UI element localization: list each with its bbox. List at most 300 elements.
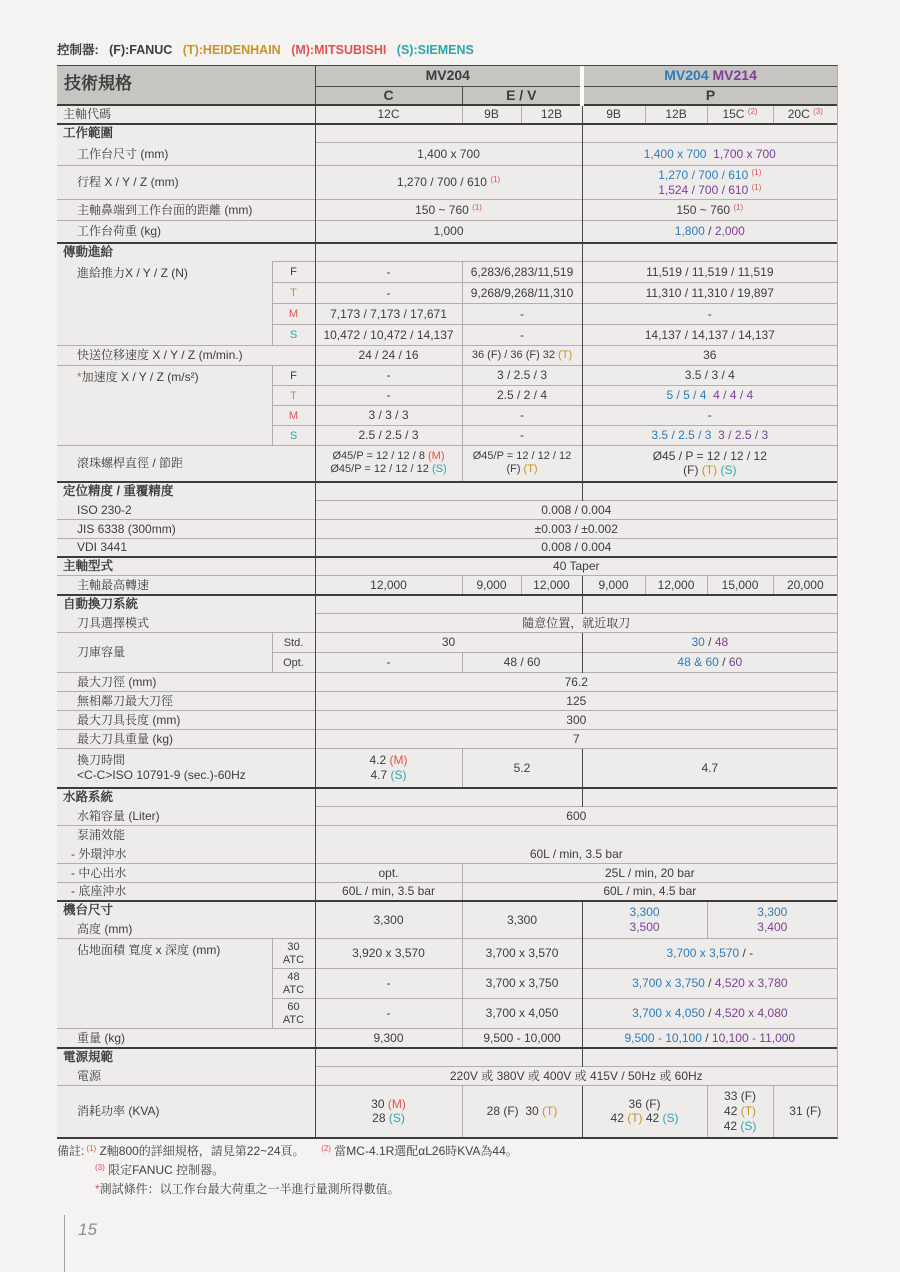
text-segment: / [701, 1030, 712, 1045]
spec-value-cell [462, 262, 582, 283]
section-label-cell [57, 124, 315, 143]
page-number: 15 [78, 1220, 97, 1239]
footnote-marker: (1) [86, 1144, 97, 1153]
text-segment: 25L / min, 20 bar [604, 865, 695, 880]
cell-line [77, 675, 312, 690]
cell-line [77, 175, 312, 190]
text-segment: - 外環沖水 [71, 846, 127, 861]
spec-label-cell [57, 166, 315, 200]
cell-line [77, 828, 312, 843]
cell-line [586, 1031, 835, 1046]
spec-value-cell [462, 939, 582, 969]
text-segment: 1,400 x 700 [417, 146, 480, 161]
cell-line [319, 847, 835, 862]
text-segment: 150 ~ 760 [415, 202, 473, 217]
controller-legend [57, 40, 488, 58]
text-segment: MV204 [425, 67, 470, 84]
spec-value-cell [315, 105, 462, 124]
text-segment: ATC [282, 983, 305, 996]
spec-table-wrap [57, 65, 838, 1139]
spec-value-cell [315, 1067, 837, 1086]
cell-line [466, 408, 579, 423]
text-segment: 48 [287, 971, 300, 984]
text-segment: 3,300 [629, 905, 660, 920]
text-segment: 3.5 / 2.5 / 3 [651, 428, 712, 443]
spec-label-cell [57, 262, 272, 346]
text-segment: 28 (F) 30 [486, 1104, 543, 1119]
spec-value-cell [315, 883, 462, 901]
cell-line [466, 463, 579, 476]
text-segment: 9,500 - 10,000 [483, 1030, 561, 1045]
spec-value-cell [315, 283, 462, 304]
text-segment: 12,000 [533, 577, 570, 592]
text-segment: - [520, 306, 525, 321]
spec-label-cell [57, 749, 315, 788]
spec-value-cell [582, 788, 837, 807]
text-segment: 15C [722, 106, 748, 121]
spec-value-cell [315, 969, 462, 999]
cell-line [466, 1006, 579, 1021]
cell-line [586, 1006, 835, 1021]
cell-line [586, 905, 704, 920]
cell-line [274, 287, 314, 299]
text-segment: <C-C>ISO 10791-9 (sec.)-60Hz [77, 767, 246, 782]
spec-label-cell [57, 221, 315, 243]
cell-line [466, 307, 579, 322]
text-segment: 600 [566, 808, 587, 823]
cell-line [586, 107, 642, 122]
text-segment: 消耗功率 (KVA) [77, 1104, 160, 1119]
spec-value-cell [315, 304, 462, 325]
text-segment: 行程 X / Y / Z (mm) [77, 175, 179, 190]
cell-line [274, 971, 314, 983]
cell-line [586, 388, 835, 403]
text-segment: M [288, 409, 299, 422]
text-segment: / [704, 976, 715, 991]
spec-row [57, 166, 837, 200]
cell-line [466, 328, 579, 343]
cell-line [71, 866, 312, 881]
text-segment: 2.5 / 2 / 4 [496, 388, 548, 403]
cell-line [586, 655, 835, 670]
spec-value-cell [315, 826, 837, 845]
footnotes-label: 備註: [57, 1144, 85, 1158]
spec-value-cell [462, 864, 837, 883]
text-segment: Opt. [283, 656, 304, 669]
spec-value-cell [315, 520, 837, 539]
text-segment: - [520, 428, 525, 443]
spec-value-cell [315, 845, 837, 864]
spec-value-cell [462, 386, 582, 406]
cell-line [466, 884, 835, 899]
cell-line [319, 1069, 835, 1084]
text-segment: 9B [606, 106, 621, 121]
spec-value-cell [582, 200, 837, 221]
cell-line [274, 266, 314, 278]
spec-value-cell [462, 446, 582, 482]
cell-line [586, 428, 835, 443]
text-segment: 水路系統 [63, 789, 114, 804]
spec-row [57, 482, 837, 501]
spec-row [57, 883, 837, 901]
cell-line [64, 74, 312, 95]
spec-value-cell [582, 325, 837, 346]
cell-line [274, 329, 314, 341]
spec-label-cell [57, 939, 272, 1029]
cell-line [586, 1097, 704, 1112]
text-segment: Ø45/P = 12 / 12 / 8 [332, 449, 428, 462]
cell-line [274, 941, 314, 953]
text-segment: 加速度 X / Y / Z (m/s²) [81, 370, 199, 385]
text-segment: - [386, 285, 391, 300]
spec-value-cell [315, 749, 462, 788]
spec-label-cell [57, 200, 315, 221]
cell-line [586, 286, 835, 301]
text-segment: / [704, 224, 715, 239]
spec-value-cell [315, 346, 462, 366]
sub-label-cell [272, 633, 315, 653]
text-segment: S [289, 329, 298, 342]
spec-value-cell [462, 283, 582, 304]
spec-value-cell [707, 1086, 773, 1137]
spec-value-cell [315, 366, 462, 386]
text-segment: 1,270 / 700 / 610 [658, 167, 752, 182]
cell-line [77, 943, 269, 958]
text-segment: (S) [740, 1118, 757, 1133]
text-segment: 76.2 [564, 674, 588, 689]
spec-value-cell [462, 346, 582, 366]
text-segment: 12,000 [370, 577, 407, 592]
cell-line [711, 1119, 770, 1134]
sub-label-cell [272, 325, 315, 346]
section-label-cell [57, 482, 315, 501]
text-segment: MV204 [664, 67, 709, 84]
text-segment: 9,300 [373, 1030, 404, 1045]
text-segment: T [290, 389, 297, 402]
cell-line [319, 540, 835, 555]
cell-line [319, 307, 459, 322]
cell-line [777, 578, 835, 593]
cell-line [466, 87, 578, 104]
cell-line [319, 1111, 459, 1126]
spec-value-cell [582, 124, 837, 143]
controller-list [106, 43, 481, 57]
spec-value-cell [707, 105, 773, 124]
section-label-cell [57, 1048, 315, 1067]
cell-line [319, 388, 459, 403]
text-segment: 自動換刀系統 [63, 596, 139, 611]
text-segment: ATC [282, 953, 305, 966]
text-segment: 12,000 [657, 577, 695, 592]
cell-line [466, 1104, 579, 1119]
cell-line [274, 984, 314, 996]
text-segment: 3 / 2.5 / 3 [496, 368, 548, 383]
cell-line [319, 675, 835, 690]
spec-row [57, 749, 837, 788]
text-segment: - [386, 1006, 391, 1021]
cell-line [466, 866, 835, 881]
cell-line [711, 107, 770, 122]
text-segment: 隨意位置，就近取刀 [522, 615, 631, 630]
text-segment: - [386, 388, 391, 403]
text-segment: 20,000 [786, 577, 824, 592]
text-segment: C [383, 86, 394, 103]
cell-line [77, 540, 312, 555]
text-segment: 11,519 / 11,519 / 11,519 [646, 264, 774, 279]
cell-line [319, 107, 459, 122]
cell-line [77, 147, 312, 162]
spec-row [57, 788, 837, 807]
spec-value-cell [582, 283, 837, 304]
text-segment: 48 & 60 [677, 655, 719, 670]
cell-line [77, 1031, 312, 1046]
spec-label-cell [57, 730, 315, 749]
cell-line [319, 713, 835, 728]
text-segment: 40 Taper [553, 559, 600, 574]
cell-line [77, 645, 269, 660]
header-cell [582, 66, 837, 86]
text-segment: 無相鄰刀最大刀徑 [77, 693, 174, 708]
text-segment: 42 [642, 1111, 663, 1126]
spec-value-cell [315, 501, 837, 520]
text-segment: 9,000 [598, 577, 629, 592]
spec-value-cell [582, 386, 837, 406]
spec-label-cell [57, 673, 315, 692]
cell-line [77, 348, 312, 363]
text-segment: 7,173 / 7,173 / 17,671 [330, 306, 447, 321]
text-segment: 36 (F) / 36 (F) 32 [471, 348, 559, 361]
cell-line [63, 126, 312, 141]
cell-line [63, 484, 312, 499]
text-segment: - [520, 408, 525, 423]
header-cell [462, 86, 582, 105]
text-segment: ±0.003 / ±0.002 [534, 521, 618, 536]
cell-line [586, 265, 835, 280]
text-segment: * [95, 1182, 100, 1197]
text-segment: 當MC-4.1R選配αL26時KVA為44。 [330, 1144, 518, 1158]
section-label-cell [57, 557, 315, 576]
cell-line [586, 348, 835, 363]
cell-line [586, 408, 835, 423]
cell-line [586, 203, 835, 218]
text-segment: 300 [566, 712, 587, 727]
spec-row [57, 366, 837, 386]
text-segment: 12B [540, 106, 563, 121]
spec-value-cell [582, 1029, 837, 1048]
spec-row [57, 1048, 837, 1067]
cell-line [319, 408, 459, 423]
text-segment: 14,137 / 14,137 / 14,137 [644, 327, 775, 342]
text-segment: 60L / min, 4.5 bar [603, 884, 697, 899]
text-segment: Std. [283, 636, 304, 649]
cell-line [63, 559, 312, 574]
sub-label-cell [272, 304, 315, 325]
spec-row [57, 1029, 837, 1048]
cell-line [63, 597, 312, 612]
text-segment: 4,520 x 3,780 [714, 976, 788, 991]
cell-line [319, 1097, 459, 1112]
footnote-line [57, 1161, 518, 1180]
text-segment: 機台尺寸 [63, 902, 114, 917]
text-segment: 刀庫容量 [77, 645, 126, 660]
cell-line [586, 635, 835, 650]
cell-line [466, 761, 579, 776]
text-segment: 31 (F) [789, 1104, 822, 1119]
text-segment: 1,800 [674, 224, 705, 239]
text-segment: 48 [714, 635, 729, 650]
sub-label-cell [272, 283, 315, 304]
text-segment: 30 [371, 1096, 388, 1111]
cell-line [466, 428, 579, 443]
spec-value-cell [462, 105, 521, 124]
cell-line [466, 1031, 579, 1046]
text-segment: 9B [484, 106, 499, 121]
text-segment: 重量 (kg) [77, 1030, 126, 1045]
cell-line [274, 1014, 314, 1026]
text-segment: 測試條件：以工作台最大荷重之一半進行量測所得數值。 [99, 1182, 400, 1197]
cell-line [649, 578, 704, 593]
spec-value-cell [315, 539, 837, 557]
cell-line [466, 368, 579, 383]
cell-line [319, 463, 459, 476]
text-segment: opt. [378, 865, 399, 880]
footnote-text-2 [95, 1163, 224, 1177]
cell-line [525, 107, 579, 122]
text-segment: 60 [287, 1001, 300, 1014]
text-segment: / [704, 635, 715, 650]
text-segment: 3,700 x 3,750 [485, 976, 559, 991]
spec-value-cell [462, 901, 582, 939]
text-segment: * [77, 370, 82, 385]
cell-line [274, 430, 314, 442]
spec-value-cell [462, 1086, 582, 1137]
spec-label-cell [57, 105, 315, 124]
cell-line [586, 976, 835, 991]
text-segment: 125 [566, 693, 587, 708]
spec-value-cell [315, 482, 582, 501]
text-segment: 限定FANUC 控制器。 [104, 1163, 225, 1178]
text-segment: 電源 [77, 1068, 102, 1083]
cell-line [319, 348, 459, 363]
text-segment: 佔地面積 寬度 x 深度 (mm) [77, 943, 221, 958]
text-segment: 60L / min, 3.5 bar [529, 846, 623, 861]
text-segment: / - [739, 946, 754, 961]
text-segment: 0.008 / 0.004 [541, 502, 612, 517]
spec-label-cell [57, 1086, 315, 1137]
cell-line [71, 884, 312, 899]
text-segment: Ø45 / P = 12 / 12 / 12 [652, 448, 767, 463]
cell-line [777, 1104, 835, 1119]
cell-line [586, 946, 835, 961]
text-segment: 3,300 [757, 905, 788, 920]
spec-value-cell [315, 426, 462, 446]
cell-line [319, 946, 459, 961]
spec-value-cell [462, 426, 582, 446]
text-segment: 工作範圍 [63, 125, 114, 140]
text-segment: 5 / 5 / 4 [666, 388, 707, 403]
text-segment: (T):HEIDENHAIN [179, 43, 281, 57]
spec-value-cell [315, 673, 837, 692]
text-segment: 9,268/9,268/11,310 [470, 285, 574, 300]
text-segment: 3 / 2.5 / 3 [718, 428, 769, 443]
cell-line [71, 847, 312, 862]
text-segment: 3,300 [507, 912, 538, 927]
text-segment: (T) [558, 348, 573, 361]
cell-line [274, 657, 314, 669]
spec-value-cell [773, 105, 837, 124]
spec-row [57, 66, 837, 86]
text-segment: - [386, 264, 391, 279]
text-segment: 150 ~ 760 [676, 202, 734, 217]
spec-value-cell [462, 325, 582, 346]
text-segment: 滾珠螺桿直徑 / 節距 [77, 456, 184, 471]
spec-value-cell [315, 788, 582, 807]
text-segment: - [707, 408, 712, 423]
spec-label-cell [57, 501, 315, 520]
text-segment: 工作台尺寸 (mm) [77, 146, 169, 161]
text-segment: (S) [388, 1111, 405, 1126]
text-segment: P [705, 86, 716, 103]
cell-line [587, 87, 834, 104]
cell-line [63, 903, 312, 918]
spec-value-cell [582, 969, 837, 999]
text-segment: 1,700 x 700 [713, 146, 776, 161]
text-segment: 電源規範 [63, 1049, 114, 1064]
spec-label-cell [57, 446, 315, 482]
spec-value-cell [315, 939, 462, 969]
text-segment: 高度 (mm) [77, 921, 133, 936]
text-segment: 3,400 [757, 919, 788, 934]
text-segment: JIS 6338 (300mm) [77, 521, 176, 536]
spec-value-cell [462, 999, 582, 1029]
spec-value-cell [462, 1029, 582, 1048]
spec-value-cell [645, 105, 707, 124]
text-segment: ATC [282, 1013, 305, 1026]
cell-line [711, 905, 835, 920]
spec-row [57, 614, 837, 633]
cell-line [466, 450, 579, 463]
text-segment: 0.008 / 0.004 [541, 540, 612, 555]
text-segment: 4.7 [370, 767, 391, 782]
text-segment: 42 [723, 1118, 741, 1133]
spec-value-cell [315, 901, 462, 939]
cell-line [274, 410, 314, 422]
cell-line [319, 768, 459, 783]
text-segment: 60L / min, 3.5 bar [342, 884, 435, 899]
section-label-cell [57, 243, 315, 262]
footnote-text-3 [95, 1182, 400, 1196]
spec-value-cell [582, 143, 837, 166]
cell-line [319, 884, 459, 899]
cell-line [319, 368, 459, 383]
spec-value-cell [462, 304, 582, 325]
text-segment: 15,000 [721, 577, 759, 592]
cell-line [319, 732, 835, 747]
text-segment: 7 [572, 731, 580, 746]
spec-value-cell [582, 653, 837, 673]
cell-line [319, 224, 579, 239]
spec-value-cell [773, 576, 837, 595]
spec-label-cell [57, 807, 315, 826]
cell-line [319, 616, 835, 631]
spec-label-cell [57, 711, 315, 730]
spec-value-cell [462, 366, 582, 386]
spec-row [57, 221, 837, 243]
spec-value-cell [582, 482, 837, 501]
cell-line [77, 578, 312, 593]
cell-line [77, 713, 312, 728]
cell-line [77, 768, 312, 783]
